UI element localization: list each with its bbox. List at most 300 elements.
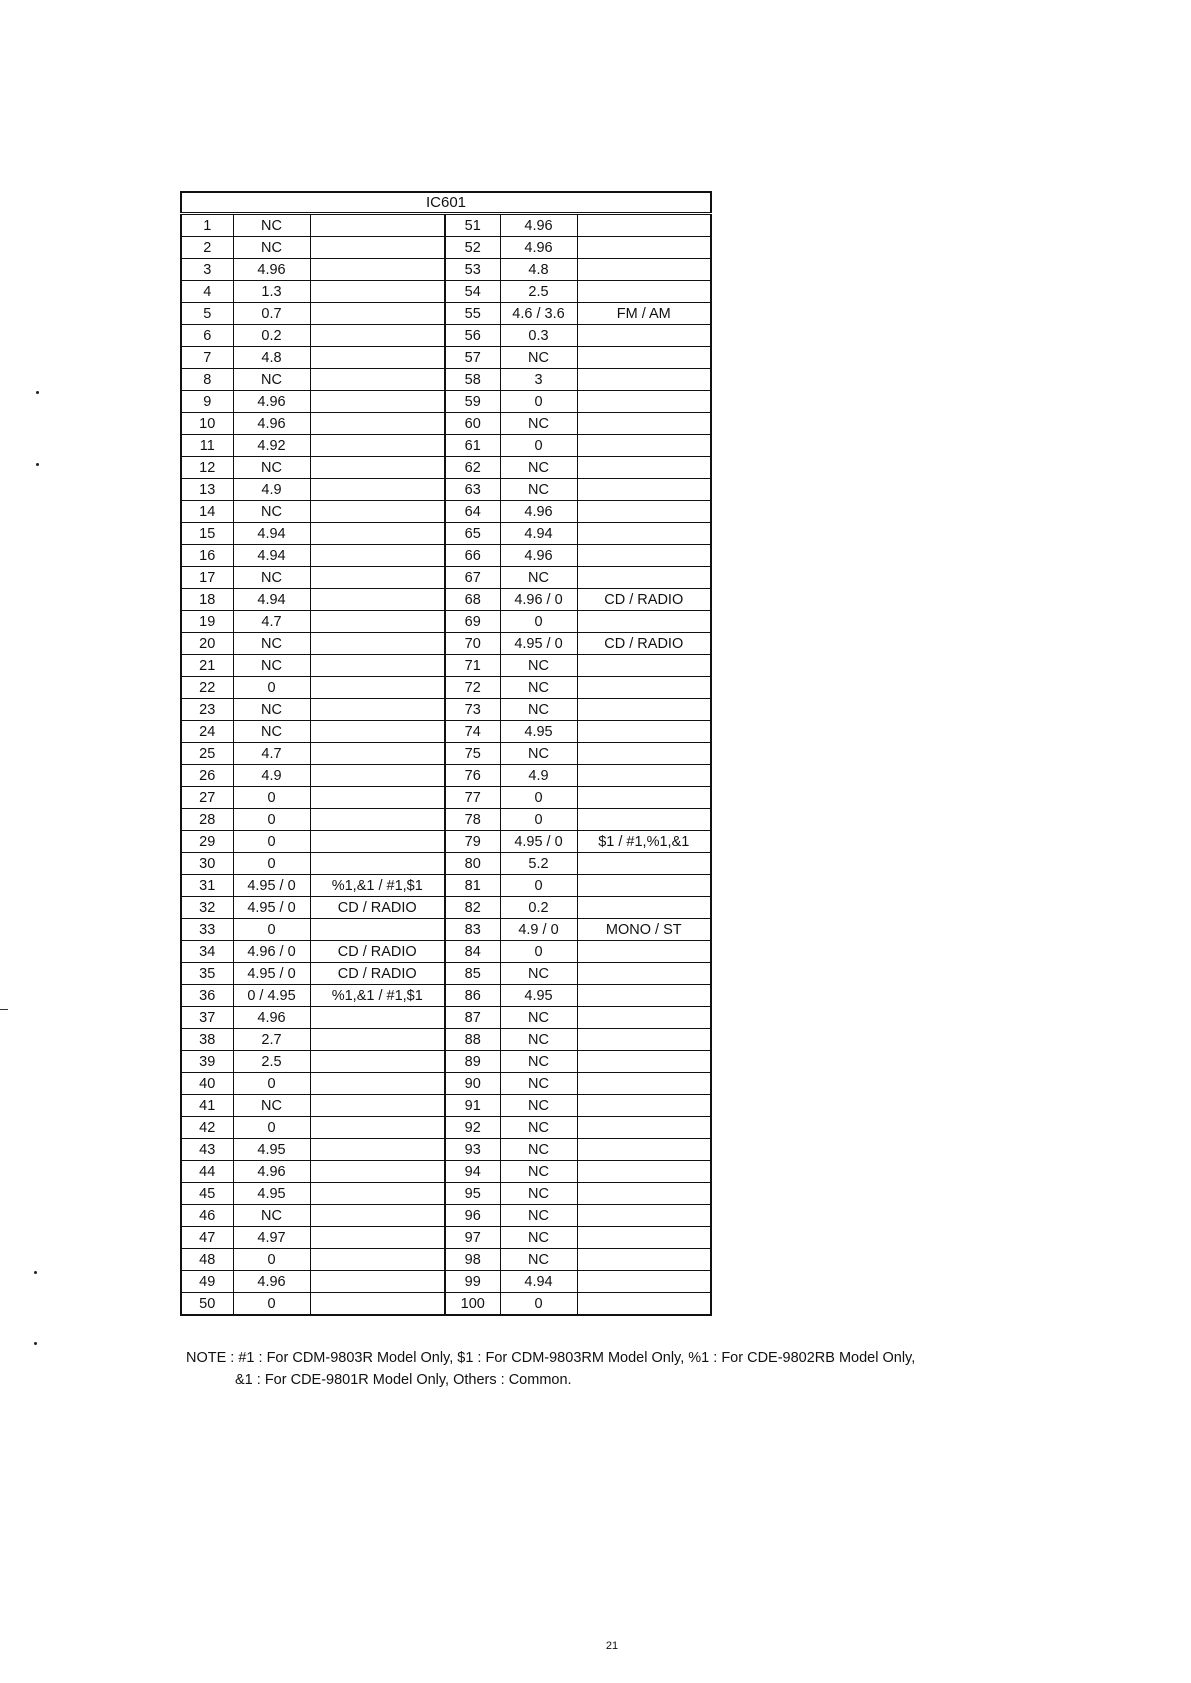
remark-cell <box>310 919 445 941</box>
pin-number-cell: 52 <box>445 237 500 259</box>
remark-cell <box>577 1293 711 1316</box>
pin-number-cell: 46 <box>181 1205 233 1227</box>
pin-number-cell: 74 <box>445 721 500 743</box>
table-row <box>181 677 711 699</box>
remark-cell <box>577 985 711 1007</box>
pin-number-cell: 99 <box>445 1271 500 1293</box>
table-row <box>181 985 711 1007</box>
pin-number-cell: 23 <box>181 699 233 721</box>
remark-cell <box>310 1293 445 1316</box>
pin-number-cell: 100 <box>445 1293 500 1316</box>
voltage-cell: 4.9 <box>500 765 577 787</box>
pin-number-cell: 51 <box>445 214 500 237</box>
voltage-cell: NC <box>500 413 577 435</box>
remark-cell <box>310 831 445 853</box>
table-row <box>181 501 711 523</box>
pin-number-cell: 42 <box>181 1117 233 1139</box>
voltage-cell: 4.96 <box>500 237 577 259</box>
pin-number-cell: 93 <box>445 1139 500 1161</box>
table-row <box>181 589 711 611</box>
pin-number-cell: 60 <box>445 413 500 435</box>
table-row <box>181 1029 711 1051</box>
remark-cell <box>577 413 711 435</box>
voltage-cell: NC <box>500 1051 577 1073</box>
voltage-cell: 4.92 <box>233 435 310 457</box>
pin-number-cell: 12 <box>181 457 233 479</box>
table-row <box>181 787 711 809</box>
table-row <box>181 413 711 435</box>
remark-cell <box>310 1073 445 1095</box>
pin-number-cell: 56 <box>445 325 500 347</box>
pin-number-cell: 68 <box>445 589 500 611</box>
voltage-cell: 4.96 <box>233 391 310 413</box>
voltage-cell: 2.5 <box>500 281 577 303</box>
table-row <box>181 1293 711 1316</box>
remark-cell <box>577 611 711 633</box>
remark-cell <box>577 787 711 809</box>
remark-cell <box>577 259 711 281</box>
pin-number-cell: 78 <box>445 809 500 831</box>
pin-number-cell: 30 <box>181 853 233 875</box>
remark-cell: MONO / ST <box>577 919 711 941</box>
pin-number-cell: 10 <box>181 413 233 435</box>
remark-cell <box>577 435 711 457</box>
pin-number-cell: 47 <box>181 1227 233 1249</box>
remark-cell <box>310 677 445 699</box>
table-row <box>181 1139 711 1161</box>
remark-cell <box>310 303 445 325</box>
voltage-cell: 4.95 / 0 <box>500 633 577 655</box>
scan-mark <box>0 1009 8 1010</box>
pin-number-cell: 43 <box>181 1139 233 1161</box>
table-row <box>181 1183 711 1205</box>
remark-cell <box>310 1227 445 1249</box>
voltage-cell: 4.9 / 0 <box>500 919 577 941</box>
voltage-cell: 4.9 <box>233 479 310 501</box>
pin-number-cell: 24 <box>181 721 233 743</box>
remark-cell <box>577 1227 711 1249</box>
voltage-cell: 0 <box>233 677 310 699</box>
pin-number-cell: 79 <box>445 831 500 853</box>
remark-cell <box>310 501 445 523</box>
pin-number-cell: 1 <box>181 214 233 237</box>
remark-cell <box>310 1051 445 1073</box>
pin-number-cell: 76 <box>445 765 500 787</box>
remark-cell: %1,&1 / #1,$1 <box>310 985 445 1007</box>
pin-number-cell: 83 <box>445 919 500 941</box>
pin-number-cell: 41 <box>181 1095 233 1117</box>
remark-cell <box>310 325 445 347</box>
ic601-voltage-table <box>180 191 712 1316</box>
pin-number-cell: 92 <box>445 1117 500 1139</box>
pin-number-cell: 7 <box>181 347 233 369</box>
table-row <box>181 457 711 479</box>
voltage-cell: 0 <box>500 391 577 413</box>
voltage-cell: NC <box>500 699 577 721</box>
remark-cell <box>577 391 711 413</box>
voltage-cell: 4.95 <box>500 721 577 743</box>
pin-number-cell: 81 <box>445 875 500 897</box>
table-row <box>181 853 711 875</box>
table-row <box>181 259 711 281</box>
pin-number-cell: 66 <box>445 545 500 567</box>
pin-number-cell: 38 <box>181 1029 233 1051</box>
pin-number-cell: 33 <box>181 919 233 941</box>
remark-cell <box>577 457 711 479</box>
pin-number-cell: 61 <box>445 435 500 457</box>
pin-number-cell: 3 <box>181 259 233 281</box>
remark-cell <box>577 809 711 831</box>
table-row <box>181 214 711 237</box>
remark-cell <box>577 281 711 303</box>
voltage-cell: 4.96 <box>233 1007 310 1029</box>
voltage-cell: 0 / 4.95 <box>233 985 310 1007</box>
voltage-cell: 5.2 <box>500 853 577 875</box>
remark-cell: FM / AM <box>577 303 711 325</box>
pin-number-cell: 58 <box>445 369 500 391</box>
table-row <box>181 721 711 743</box>
remark-cell <box>310 259 445 281</box>
pin-number-cell: 8 <box>181 369 233 391</box>
voltage-cell: NC <box>500 963 577 985</box>
pin-number-cell: 89 <box>445 1051 500 1073</box>
pin-number-cell: 82 <box>445 897 500 919</box>
remark-cell <box>310 1183 445 1205</box>
voltage-cell: 0 <box>233 1249 310 1271</box>
remark-cell <box>577 1183 711 1205</box>
voltage-cell: NC <box>500 347 577 369</box>
voltage-cell: 0 <box>500 941 577 963</box>
table-row <box>181 1051 711 1073</box>
voltage-cell: 0 <box>500 435 577 457</box>
voltage-cell: 4.9 <box>233 765 310 787</box>
voltage-cell: 4.96 / 0 <box>233 941 310 963</box>
remark-cell <box>577 545 711 567</box>
table-title: IC601 <box>181 192 711 214</box>
voltage-cell: 0 <box>500 809 577 831</box>
remark-cell <box>310 1271 445 1293</box>
remark-cell <box>577 479 711 501</box>
pin-number-cell: 48 <box>181 1249 233 1271</box>
table-row <box>181 963 711 985</box>
voltage-cell: 1.3 <box>233 281 310 303</box>
voltage-cell: NC <box>500 1139 577 1161</box>
remark-cell: $1 / #1,%1,&1 <box>577 831 711 853</box>
voltage-cell: NC <box>500 1117 577 1139</box>
voltage-cell: NC <box>233 457 310 479</box>
table-row <box>181 1007 711 1029</box>
table-row <box>181 281 711 303</box>
remark-cell <box>577 523 711 545</box>
remark-cell <box>310 633 445 655</box>
remark-cell <box>310 567 445 589</box>
voltage-cell: 4.96 <box>233 259 310 281</box>
pin-number-cell: 88 <box>445 1029 500 1051</box>
remark-cell <box>310 1029 445 1051</box>
table-row <box>181 809 711 831</box>
pin-number-cell: 18 <box>181 589 233 611</box>
remark-cell <box>577 1161 711 1183</box>
table-row <box>181 655 711 677</box>
remark-cell: CD / RADIO <box>577 633 711 655</box>
remark-cell <box>577 853 711 875</box>
pin-number-cell: 80 <box>445 853 500 875</box>
voltage-cell: NC <box>500 1095 577 1117</box>
voltage-cell: 4.94 <box>500 523 577 545</box>
voltage-cell: 0 <box>500 787 577 809</box>
remark-cell <box>310 1095 445 1117</box>
voltage-cell: NC <box>500 1073 577 1095</box>
pin-number-cell: 29 <box>181 831 233 853</box>
table-row <box>181 1161 711 1183</box>
voltage-cell: 0 <box>500 1293 577 1316</box>
scan-speck <box>34 1342 37 1345</box>
pin-number-cell: 13 <box>181 479 233 501</box>
remark-cell <box>310 1205 445 1227</box>
voltage-cell: 4.7 <box>233 611 310 633</box>
footnote <box>186 1347 1186 1391</box>
table-row <box>181 633 711 655</box>
pin-number-cell: 71 <box>445 655 500 677</box>
pin-number-cell: 39 <box>181 1051 233 1073</box>
pin-number-cell: 57 <box>445 347 500 369</box>
voltage-cell: NC <box>233 369 310 391</box>
table-row <box>181 765 711 787</box>
pin-number-cell: 5 <box>181 303 233 325</box>
voltage-cell: 0.7 <box>233 303 310 325</box>
remark-cell <box>310 457 445 479</box>
voltage-cell: NC <box>233 237 310 259</box>
pin-number-cell: 77 <box>445 787 500 809</box>
remark-cell <box>577 369 711 391</box>
voltage-cell: 4.95 / 0 <box>233 897 310 919</box>
pin-number-cell: 37 <box>181 1007 233 1029</box>
table-row <box>181 1117 711 1139</box>
voltage-cell: 0 <box>233 831 310 853</box>
voltage-cell: 4.95 / 0 <box>233 963 310 985</box>
pin-number-cell: 14 <box>181 501 233 523</box>
table-row <box>181 611 711 633</box>
voltage-cell: 4.97 <box>233 1227 310 1249</box>
pin-number-cell: 95 <box>445 1183 500 1205</box>
remark-cell <box>310 1117 445 1139</box>
remark-cell <box>577 655 711 677</box>
table-row <box>181 237 711 259</box>
remark-cell <box>310 853 445 875</box>
remark-cell: CD / RADIO <box>577 589 711 611</box>
table-row <box>181 743 711 765</box>
remark-cell <box>310 1249 445 1271</box>
table-row <box>181 831 711 853</box>
remark-cell <box>310 765 445 787</box>
voltage-cell: 0 <box>233 1293 310 1316</box>
voltage-cell: 0 <box>233 919 310 941</box>
pin-number-cell: 40 <box>181 1073 233 1095</box>
remark-cell: CD / RADIO <box>310 963 445 985</box>
table-row <box>181 303 711 325</box>
voltage-cell: 3 <box>500 369 577 391</box>
table-row <box>181 919 711 941</box>
remark-cell <box>310 721 445 743</box>
pin-number-cell: 54 <box>445 281 500 303</box>
voltage-cell: 0 <box>233 1073 310 1095</box>
remark-cell <box>577 1007 711 1029</box>
voltage-cell: NC <box>233 214 310 237</box>
voltage-cell: NC <box>500 1183 577 1205</box>
voltage-cell: 4.96 <box>500 545 577 567</box>
voltage-cell: 4.96 <box>233 1271 310 1293</box>
table-row <box>181 897 711 919</box>
remark-cell <box>577 1117 711 1139</box>
pin-number-cell: 4 <box>181 281 233 303</box>
pin-number-cell: 96 <box>445 1205 500 1227</box>
voltage-cell: 2.5 <box>233 1051 310 1073</box>
remark-cell <box>310 589 445 611</box>
pin-number-cell: 73 <box>445 699 500 721</box>
remark-cell <box>577 1205 711 1227</box>
remark-cell: CD / RADIO <box>310 897 445 919</box>
remark-cell <box>577 875 711 897</box>
remark-cell <box>310 655 445 677</box>
remark-cell <box>577 237 711 259</box>
scan-speck <box>36 463 39 466</box>
voltage-cell: 0.2 <box>500 897 577 919</box>
table-row <box>181 347 711 369</box>
table-row <box>181 941 711 963</box>
remark-cell <box>310 809 445 831</box>
remark-cell <box>577 721 711 743</box>
voltage-cell: 0 <box>500 611 577 633</box>
voltage-cell: 0 <box>233 1117 310 1139</box>
remark-cell <box>577 1051 711 1073</box>
remark-cell <box>310 1139 445 1161</box>
voltage-cell: 2.7 <box>233 1029 310 1051</box>
table-row <box>181 479 711 501</box>
remark-cell <box>577 1029 711 1051</box>
pin-number-cell: 2 <box>181 237 233 259</box>
pin-number-cell: 86 <box>445 985 500 1007</box>
pin-number-cell: 20 <box>181 633 233 655</box>
remark-cell <box>310 545 445 567</box>
voltage-table-container <box>180 191 710 1316</box>
pin-number-cell: 50 <box>181 1293 233 1316</box>
remark-cell <box>577 743 711 765</box>
voltage-cell: NC <box>500 655 577 677</box>
pin-number-cell: 27 <box>181 787 233 809</box>
table-row <box>181 325 711 347</box>
remark-cell <box>310 523 445 545</box>
table-row <box>181 1073 711 1095</box>
voltage-cell: NC <box>500 1029 577 1051</box>
pin-number-cell: 94 <box>445 1161 500 1183</box>
voltage-cell: NC <box>500 1007 577 1029</box>
pin-number-cell: 16 <box>181 545 233 567</box>
voltage-cell: 4.96 / 0 <box>500 589 577 611</box>
remark-cell <box>310 237 445 259</box>
voltage-cell: NC <box>233 1095 310 1117</box>
voltage-cell: 0 <box>233 853 310 875</box>
voltage-cell: 4.96 <box>233 413 310 435</box>
pin-number-cell: 32 <box>181 897 233 919</box>
remark-cell <box>310 413 445 435</box>
remark-cell <box>577 347 711 369</box>
voltage-cell: NC <box>500 457 577 479</box>
voltage-cell: 4.95 / 0 <box>500 831 577 853</box>
remark-cell <box>310 479 445 501</box>
voltage-cell: NC <box>233 567 310 589</box>
pin-number-cell: 65 <box>445 523 500 545</box>
remark-cell <box>577 897 711 919</box>
pin-number-cell: 75 <box>445 743 500 765</box>
remark-cell <box>310 281 445 303</box>
table-row <box>181 369 711 391</box>
pin-number-cell: 21 <box>181 655 233 677</box>
table-row <box>181 523 711 545</box>
voltage-cell: 4.95 <box>500 985 577 1007</box>
remark-cell <box>577 567 711 589</box>
voltage-cell: NC <box>233 633 310 655</box>
scan-speck <box>34 1271 37 1274</box>
voltage-cell: 4.96 <box>233 1161 310 1183</box>
pin-number-cell: 72 <box>445 677 500 699</box>
pin-number-cell: 90 <box>445 1073 500 1095</box>
remark-cell <box>310 1007 445 1029</box>
remark-cell <box>577 1095 711 1117</box>
pin-number-cell: 35 <box>181 963 233 985</box>
remark-cell <box>577 1271 711 1293</box>
pin-number-cell: 55 <box>445 303 500 325</box>
pin-number-cell: 22 <box>181 677 233 699</box>
scan-speck <box>36 391 39 394</box>
pin-number-cell: 84 <box>445 941 500 963</box>
voltage-cell: 4.96 <box>500 501 577 523</box>
voltage-cell: 4.95 <box>233 1139 310 1161</box>
remark-cell <box>310 435 445 457</box>
voltage-cell: 0 <box>233 787 310 809</box>
remark-cell <box>310 1161 445 1183</box>
pin-number-cell: 97 <box>445 1227 500 1249</box>
pin-number-cell: 85 <box>445 963 500 985</box>
voltage-cell: 4.95 / 0 <box>233 875 310 897</box>
remark-cell <box>577 765 711 787</box>
table-row <box>181 435 711 457</box>
remark-cell <box>577 963 711 985</box>
table-row <box>181 875 711 897</box>
pin-number-cell: 36 <box>181 985 233 1007</box>
pin-number-cell: 63 <box>445 479 500 501</box>
pin-number-cell: 6 <box>181 325 233 347</box>
voltage-cell: 4.7 <box>233 743 310 765</box>
pin-number-cell: 70 <box>445 633 500 655</box>
table-row <box>181 1227 711 1249</box>
pin-number-cell: 25 <box>181 743 233 765</box>
voltage-cell: 4.8 <box>233 347 310 369</box>
voltage-cell: 0 <box>233 809 310 831</box>
voltage-cell: NC <box>233 721 310 743</box>
voltage-cell: 0.2 <box>233 325 310 347</box>
pin-number-cell: 59 <box>445 391 500 413</box>
pin-number-cell: 53 <box>445 259 500 281</box>
voltage-cell: NC <box>500 1249 577 1271</box>
pin-number-cell: 64 <box>445 501 500 523</box>
table-row <box>181 1205 711 1227</box>
remark-cell <box>310 611 445 633</box>
voltage-cell: NC <box>500 743 577 765</box>
pin-number-cell: 49 <box>181 1271 233 1293</box>
remark-cell: CD / RADIO <box>310 941 445 963</box>
remark-cell <box>577 1073 711 1095</box>
remark-cell <box>577 699 711 721</box>
